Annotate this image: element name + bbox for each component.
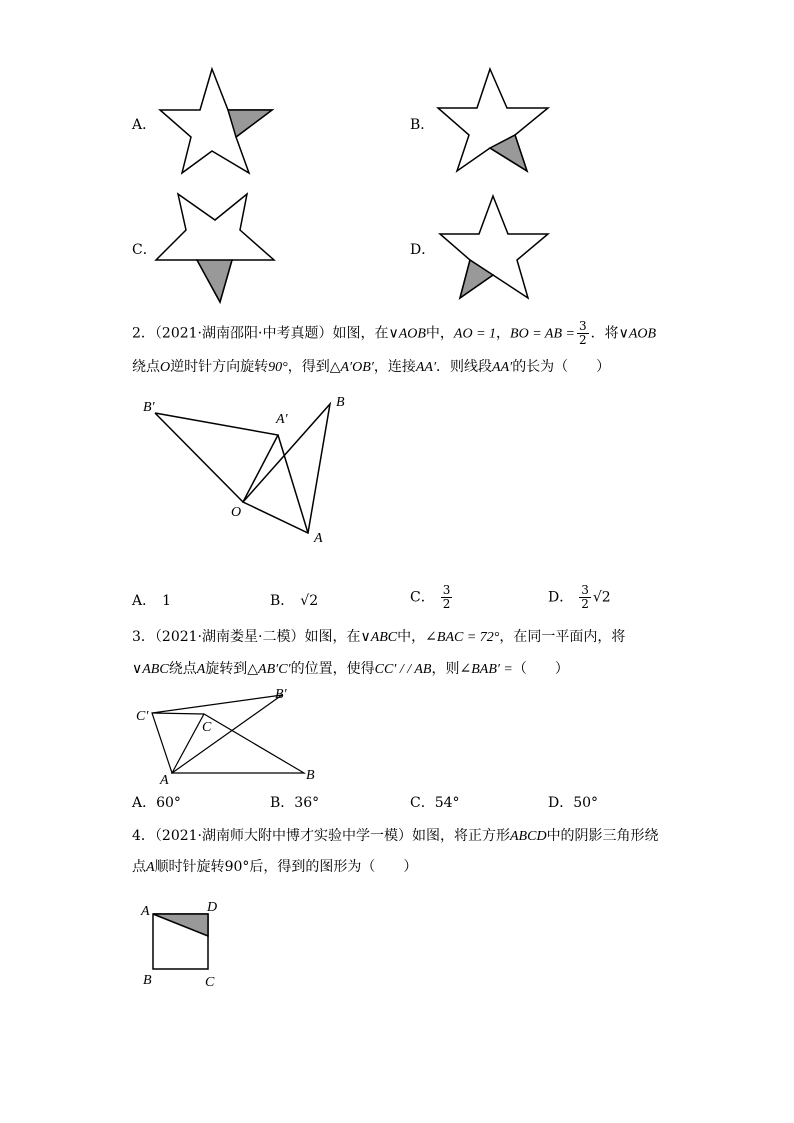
q2-label-b-prime: B′: [143, 400, 155, 415]
q2-option-c[interactable]: [410, 584, 454, 611]
q2-option-d[interactable]: [548, 584, 611, 611]
q4-number: 4．: [132, 828, 155, 844]
option-fraction: [579, 584, 591, 611]
q3-triangle-abc-2: ∨ABC: [132, 662, 169, 677]
frac-numerator: 3: [442, 583, 451, 597]
q2-option-b[interactable]: [270, 591, 318, 611]
frac-denominator: 2: [578, 333, 587, 347]
q3-label-b-prime: B′: [275, 687, 287, 702]
q2-stem-line2: [132, 357, 610, 378]
q1-option-b-star-figure[interactable]: [433, 65, 563, 177]
q2-text: 绕点: [132, 359, 160, 375]
q2-segment: AA′: [415, 360, 437, 375]
option-label: D．: [548, 589, 574, 606]
option-value: 1: [162, 593, 172, 609]
q4-source: （2021·湖南师大附中博才实验中学一模）: [154, 828, 412, 844]
star-shaded-region: [197, 260, 232, 302]
q3-triangle-abc: ∨ABC: [360, 630, 398, 645]
star-shaded-region: [460, 260, 493, 298]
q2-number: 2．: [132, 325, 155, 342]
q2-text: 中，: [425, 325, 454, 342]
q4-text: 后，得到的图形为（ ）: [249, 859, 418, 875]
frac-denominator: 2: [442, 597, 451, 611]
q3-triangle-abc-shape: [172, 714, 304, 773]
frac-numerator: 3: [581, 583, 589, 597]
q3-text: ，则: [431, 661, 460, 677]
q2-angle: 90°: [268, 360, 288, 375]
q2-text: 如图，在: [332, 325, 389, 342]
q1-option-c-star-figure[interactable]: [152, 190, 282, 305]
q4-label-a: A: [141, 904, 150, 919]
q2-segment-aa-prime: [278, 435, 308, 533]
star-shaded-region: [228, 110, 272, 137]
q2-triangle-aob: ∨AOB: [388, 326, 426, 342]
q2-source: （2021·湖南邵阳·中考真题）: [154, 325, 333, 342]
q4-text: 点: [132, 859, 146, 875]
q2-label-a-prime: A′: [276, 412, 288, 427]
q1-option-d-label[interactable]: D．: [410, 242, 436, 258]
q4-square-abcd: ABCD: [510, 829, 547, 844]
q3-option-a[interactable]: A．60°: [132, 795, 181, 811]
q3-label-b: B: [306, 768, 315, 783]
q2-text: 的长为（ ）: [512, 359, 611, 375]
option-label: B．: [270, 593, 295, 609]
star-outline: [440, 196, 548, 298]
q3-triangle-ab-prime-c-prime: [152, 695, 282, 773]
q2-triangle-rotated: △A′OB′: [329, 360, 374, 375]
q3-text: 如图，在: [304, 629, 361, 645]
q3-option-d[interactable]: D．50°: [548, 795, 599, 811]
q2-rotation-figure: [140, 390, 360, 550]
q3-source: （2021·湖南娄星·二模）: [154, 629, 305, 645]
q4-text: 中的阴影三角形绕: [546, 828, 659, 844]
q3-text: 的位置，使得: [290, 661, 375, 677]
q3-triangle-rotated: △AB′C′: [247, 662, 291, 677]
q3-text: （ ）: [512, 661, 569, 677]
q4-point-a: A: [146, 860, 155, 875]
q2-eq-bo: BO = AB =: [510, 326, 575, 342]
q4-stem-line2: [132, 857, 417, 878]
q2-text: ．将: [590, 325, 619, 342]
q3-text: 中，: [397, 629, 426, 645]
q4-angle: 90°: [224, 859, 250, 875]
q3-option-b[interactable]: B．36°: [270, 795, 320, 811]
q3-angle-bab-prime: ∠BAB′ =: [459, 662, 513, 677]
q2-option-a[interactable]: [132, 591, 171, 611]
q4-shaded-triangle: [153, 914, 208, 936]
q3-label-c-prime: C′: [136, 709, 149, 724]
q4-label-b: B: [143, 973, 152, 988]
q2-text: ，连接: [373, 359, 416, 375]
option-radical: √2: [592, 589, 611, 606]
frac-denominator: 2: [581, 597, 589, 611]
q1-option-a-label[interactable]: A．: [132, 117, 157, 133]
q3-stem-line1: [132, 627, 625, 648]
q2-text: ，得到: [287, 359, 330, 375]
q3-point-a: A: [196, 662, 206, 677]
option-label: A．: [132, 593, 157, 609]
q4-text: 顺时针旋转: [154, 859, 225, 875]
q2-triangle-b-prime-a-prime-o: [155, 413, 278, 502]
q2-text: ．则线段: [436, 359, 493, 375]
q2-label-o: O: [231, 505, 242, 520]
q2-text: ，: [496, 325, 511, 342]
option-value: √2: [300, 593, 319, 609]
q3-label-a: A: [160, 773, 169, 788]
q1-option-c-label[interactable]: C．: [132, 242, 157, 258]
q1-option-d-star-figure[interactable]: [436, 192, 566, 304]
q4-stem-line1: [132, 826, 659, 847]
q3-angle-bac: ∠BAC = 72°: [425, 630, 500, 645]
q3-segment-cc-prime: [152, 713, 204, 714]
q1-option-b-label[interactable]: B．: [410, 117, 435, 133]
q2-segment: AA′: [492, 360, 513, 375]
q2-eq-ao: AO = 1: [453, 326, 497, 342]
q2-fraction: [577, 320, 589, 347]
q2-stem-line1: [132, 320, 656, 347]
q3-label-c: C: [202, 720, 212, 735]
q3-stem-line2: [132, 659, 569, 680]
q2-point-o: O: [160, 360, 171, 375]
q4-label-d: D: [207, 900, 218, 915]
q2-triangle-aob-2: ∨AOB: [618, 326, 657, 342]
q4-text: 如图，将正方形: [412, 828, 510, 844]
q2-label-a: A: [314, 531, 323, 546]
q3-parallel: CC′ / / AB: [374, 662, 432, 677]
q3-option-c[interactable]: C．54°: [410, 795, 460, 811]
star-shaded-region: [490, 135, 527, 171]
q4-label-c: C: [205, 975, 215, 990]
q1-option-a-star-figure[interactable]: [150, 65, 280, 177]
q3-rotation-figure: [132, 684, 332, 788]
q3-text: ，在同一平面内，将: [499, 629, 626, 645]
q4-square-figure: [138, 896, 228, 991]
frac-numerator: 3: [578, 319, 587, 333]
q3-text: 旋转到: [205, 661, 248, 677]
q2-label-b: B: [336, 395, 345, 410]
option-label: C．: [410, 589, 435, 606]
star-outline: [438, 69, 548, 171]
q3-number: 3．: [132, 629, 155, 645]
q2-text: 逆时针方向旋转: [170, 359, 269, 375]
option-fraction: [441, 584, 453, 611]
q3-text: 绕点: [168, 661, 197, 677]
